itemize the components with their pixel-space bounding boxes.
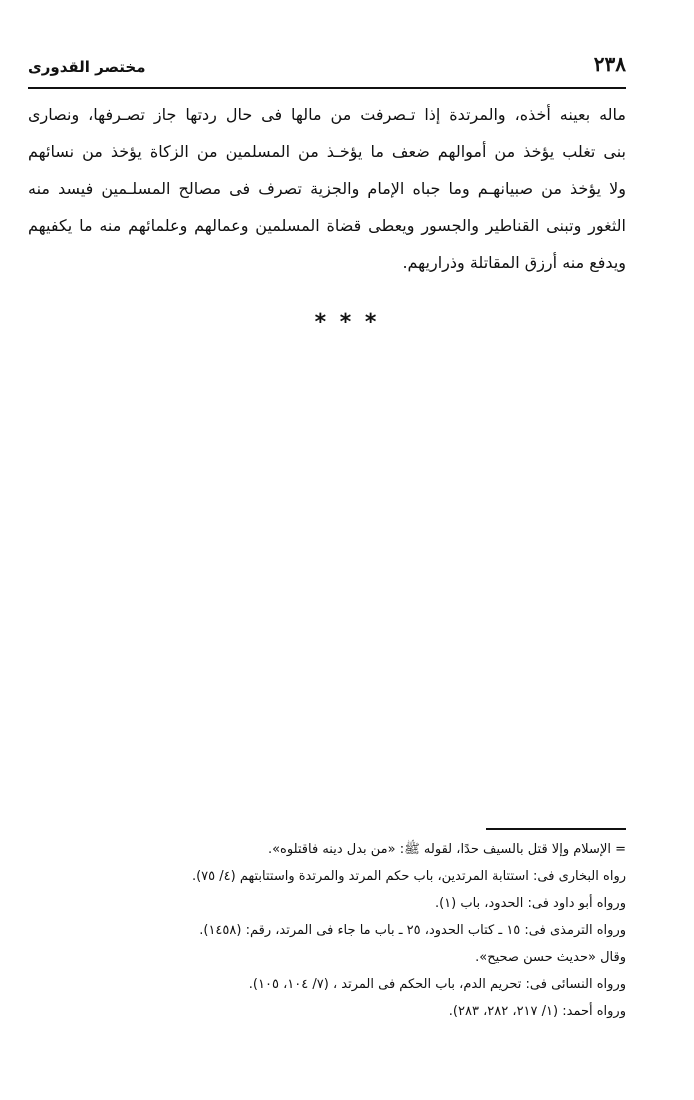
text-line: ويدفع منه أرزق المقاتلة وذراريهم. xyxy=(402,253,626,272)
footnote-rule xyxy=(486,828,626,830)
text-line: بنى تغلب يؤخذ من أموالهم ضعف ما يؤخـذ من المسلمين من الزكاة يؤخذ من نسائهم xyxy=(28,142,626,161)
section-separator: * * * xyxy=(314,310,380,335)
footnote-line: ورواه أبو داود فى: الحدود، باب (١). xyxy=(434,896,626,911)
running-title: مختصر القدورى xyxy=(28,58,146,76)
footnote-line: وقال «حديث حسن صحيح». xyxy=(475,950,626,965)
main-text xyxy=(28,96,626,281)
page-number: ٢٣٨ xyxy=(593,52,626,76)
footnote-line: ورواه النسائى فى: تحريم الدم، باب الحكم فى المرتد ، (٧/ ١٠٤، ١٠٥). xyxy=(248,977,626,992)
footnote-line: رواه البخارى فى: استتابة المرتدين، باب حكم المرتد والمرتدة واستتابتهم (٤/ ٧٥). xyxy=(191,869,626,884)
footnotes xyxy=(66,836,626,1025)
footnote-line: ورواه أحمد: (١/ ٢١٧، ٢٨٢، ٢٨٣). xyxy=(448,1004,626,1019)
text-line: الثغور وتبنى القناطير والجسور ويعطى قضاة المسلمين وعمالهم وعلمائهم منه ما يكفيهم xyxy=(28,216,626,235)
header-rule xyxy=(28,87,626,89)
footnote-line: = الإسلام وإلا قتل بالسيف حدًا، لقوله ﷺ: «من بدل دينه فاقتلوه». xyxy=(267,842,626,857)
text-line: ولا يؤخذ من صبيانهـم وما جباه الإمام والجزية تصرف فى مصالح المسلـمين فيسد منه xyxy=(28,179,626,198)
text-line: ماله بعينه أخذه، والمرتدة إذا تـصرفت من مالها فى حال ردتها جاز تصـرفها، ونصارى xyxy=(28,105,626,124)
page-header xyxy=(28,50,626,84)
footnote-line: ورواه الترمذى فى: ١٥ ـ كتاب الحدود، ٢٥ ـ باب ما جاء فى المرتد، رقم: (١٤٥٨). xyxy=(199,923,626,938)
